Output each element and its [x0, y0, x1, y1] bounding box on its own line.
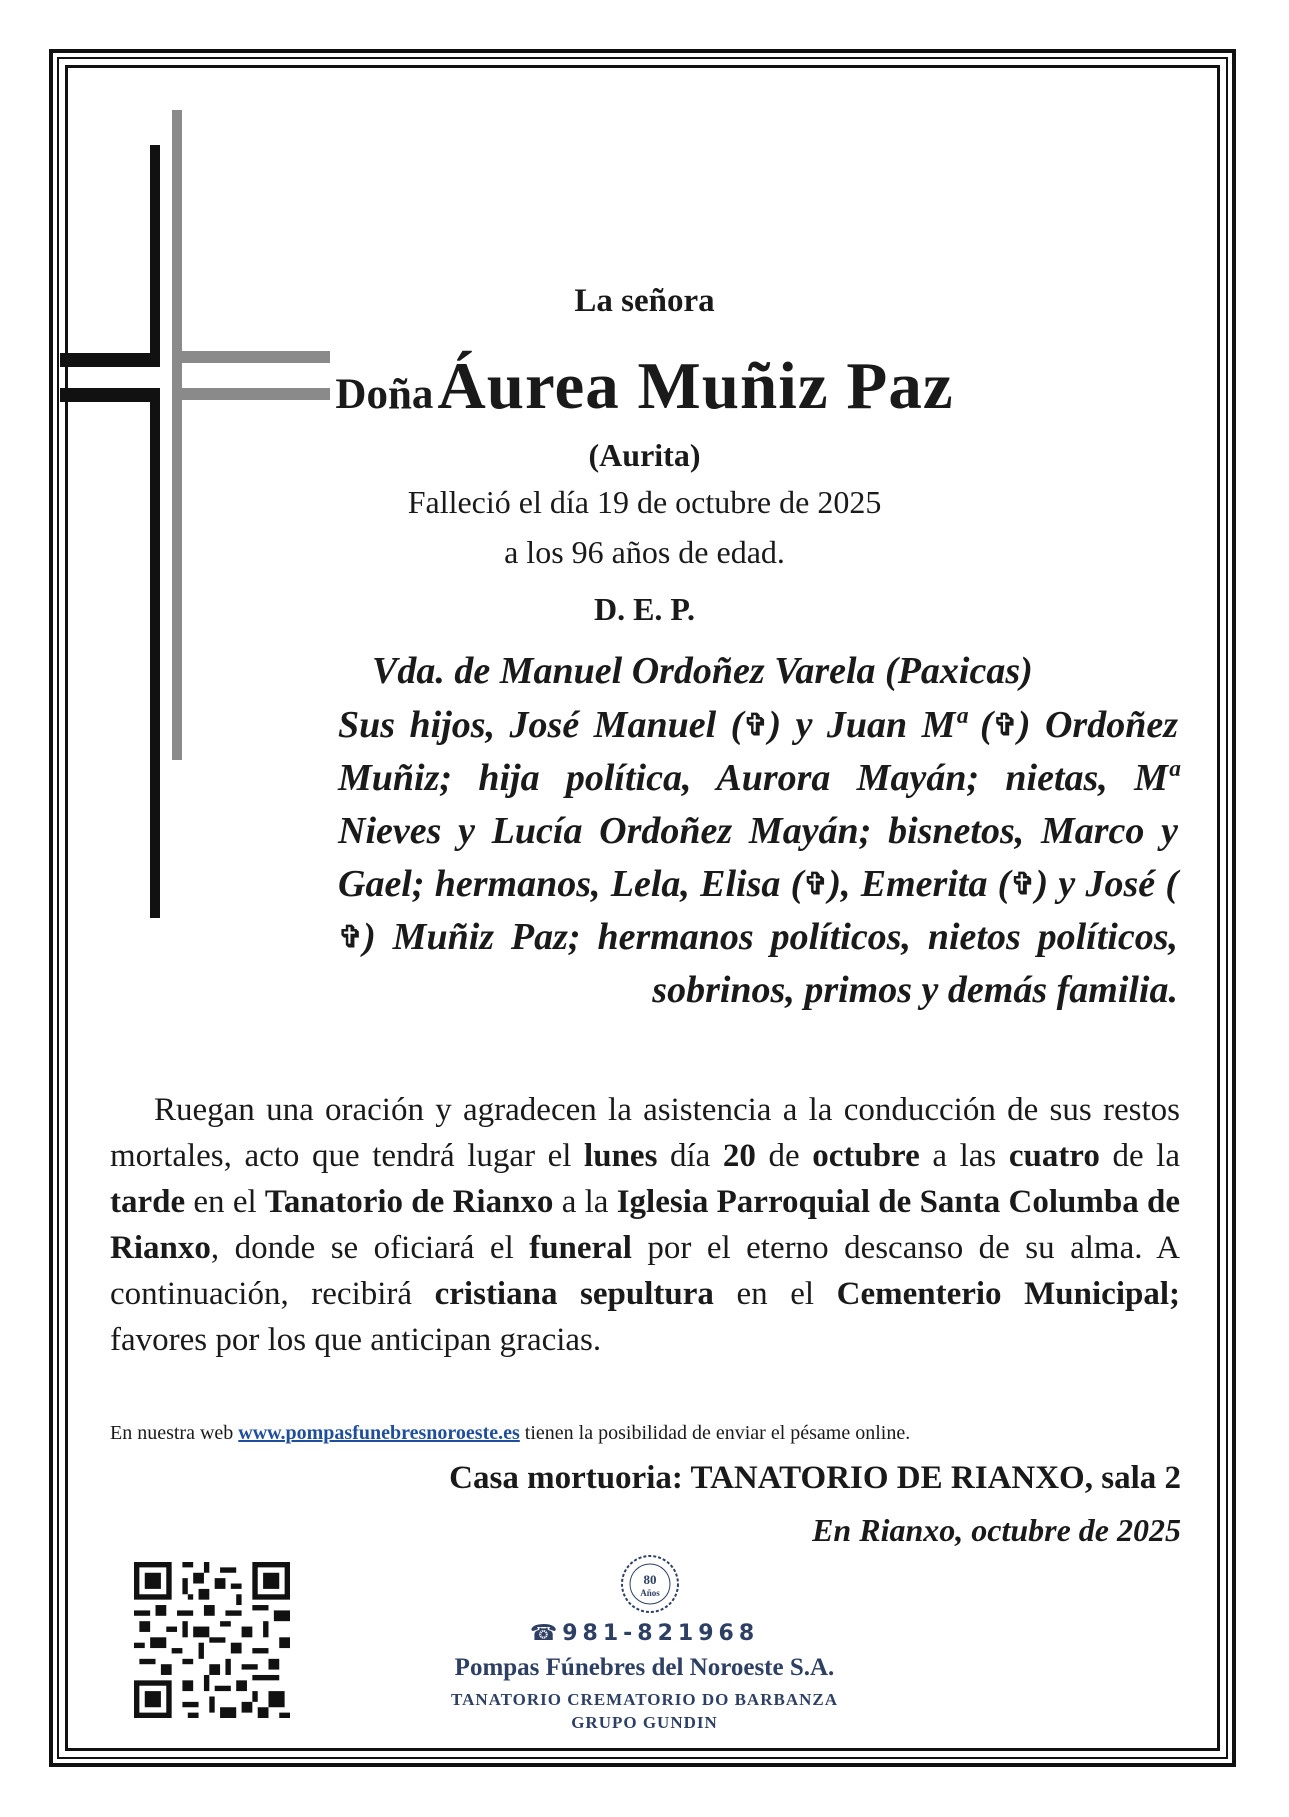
- badge-number: 80: [643, 1572, 657, 1587]
- age-text: a los 96 años de edad.: [504, 534, 785, 570]
- cross-gray-vertical: [172, 110, 182, 760]
- phone-icon: ☎: [529, 1621, 563, 1646]
- qr-finder-tl: [134, 1562, 172, 1600]
- nickname: (Aurita): [588, 437, 701, 473]
- company-name: Pompas Fúnebres del Noroeste S.A.: [454, 1654, 835, 1681]
- company-subtitle: TANATORIO CREMATORIO DO BARBANZA: [451, 1690, 838, 1709]
- dagger-icon: ✞: [803, 868, 829, 901]
- dagger-icon: ✞: [743, 709, 769, 742]
- family-text: ) Muñiz Paz; hermanos políticos, nietos políticos, sobrinos, primos y demás familia.: [363, 916, 1178, 1011]
- family-text: Sus hijos, José Manuel (: [338, 704, 744, 746]
- company-group: GRUPO GUNDIN: [571, 1713, 718, 1732]
- family-text: ) y José (: [1035, 863, 1179, 905]
- death-date: Falleció el día 19 de octubre de 2025: [407, 484, 882, 520]
- widow-line: Vda. de Manuel Ordoñez Varela (Paxicas): [372, 650, 1033, 692]
- intro-text: La señora: [574, 283, 715, 319]
- dagger-icon: ✞: [992, 709, 1018, 742]
- website-link[interactable]: www.pompasfunebresnoroeste.es: [238, 1422, 520, 1444]
- deceased-name: [0, 348, 1289, 425]
- family-text: ) Ordoñez Muñiz; hija política, Aurora Mayán; nietas, Mª Nieves y Lucía Ordoñez Mayán; bisnetos, Marco y Gael; hermanos, Lela, Elisa (: [338, 704, 1178, 905]
- announcement-paragraph: Ruegan una oración y agradecen la asistencia a la conducción de sus restos mortales, acto que tendrá lugar el lunes día 20 de octubre a las cuatro de la tarde en el Tanatorio de Rianxo a la Iglesia Parroquial de Santa Columba de Rianxo, donde se oficiará el funeral por el eterno descanso de su alma. A continuación, recibirá cristiana sepultura en el Cementerio Municipal; favores por los que anticipan gracias.: [110, 1092, 1180, 1358]
- name-prefix: Doña: [335, 371, 434, 418]
- family-text: ), Emerita (: [828, 863, 1011, 905]
- web-note: En nuestra web www.pompasfunebresnoroeste.es tienen la posibilidad de enviar el pésame online.: [110, 1422, 911, 1444]
- family-text: ) y Juan Mª (: [768, 704, 993, 746]
- family-list: [338, 699, 1178, 1017]
- cross-black-vertical-top: [150, 145, 160, 367]
- dagger-icon: ✞: [338, 921, 364, 954]
- funeral-home: Casa mortuoria: TANATORIO DE RIANXO, sala 2: [449, 1460, 1181, 1496]
- name-main: Áurea Muñiz Paz: [437, 349, 954, 423]
- qr-finder-tr: [252, 1562, 290, 1600]
- place-date: En Rianxo, octubre de 2025: [812, 1512, 1181, 1548]
- rip-text: D. E. P.: [593, 591, 696, 627]
- dagger-icon: ✞: [1010, 868, 1036, 901]
- anniversary-badge-icon: [619, 1553, 681, 1615]
- phone-number[interactable]: ☎981-821968: [529, 1621, 760, 1646]
- badge-word: Años: [640, 1588, 660, 1598]
